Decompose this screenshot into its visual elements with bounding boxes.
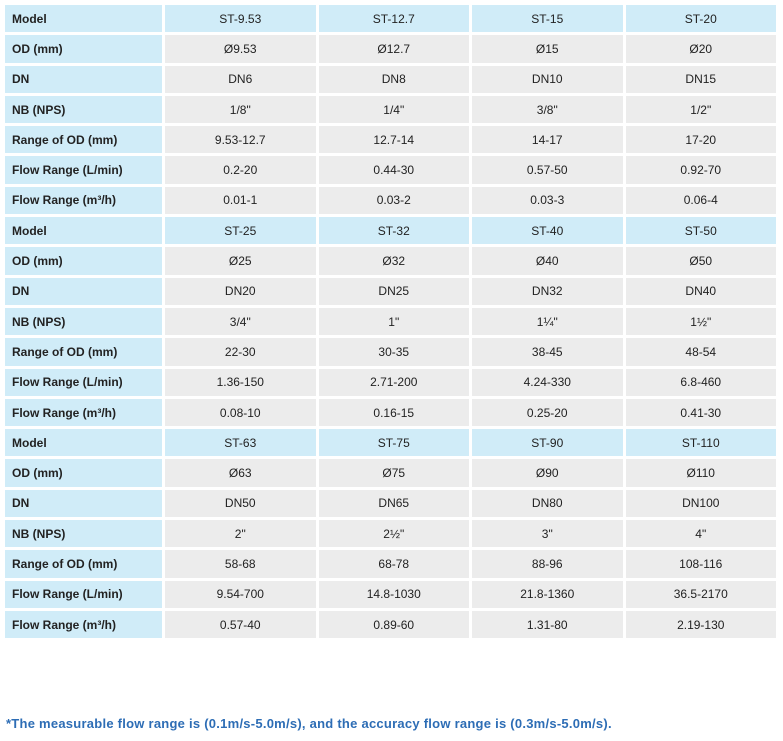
row-label: NB (NPS) bbox=[5, 96, 162, 123]
table-cell: 14.8-1030 bbox=[319, 581, 470, 608]
table-row bbox=[5, 520, 776, 547]
table-row bbox=[5, 308, 776, 335]
model-name-cell: ST-75 bbox=[319, 429, 470, 456]
table-cell: 2.71-200 bbox=[319, 369, 470, 396]
table-cell: 0.92-70 bbox=[626, 156, 777, 183]
table-cell: 2" bbox=[165, 520, 316, 547]
table-cell: DN65 bbox=[319, 490, 470, 517]
row-label: DN bbox=[5, 490, 162, 517]
table-cell: 58-68 bbox=[165, 550, 316, 577]
row-label: OD (mm) bbox=[5, 35, 162, 62]
table-cell: Ø15 bbox=[472, 35, 623, 62]
table-cell: DN100 bbox=[626, 490, 777, 517]
model-name-cell: ST-63 bbox=[165, 429, 316, 456]
row-label: Model bbox=[5, 429, 162, 456]
table-cell: DN15 bbox=[626, 66, 777, 93]
model-name-cell: ST-25 bbox=[165, 217, 316, 244]
table-cell: Ø110 bbox=[626, 459, 777, 486]
table-row bbox=[5, 369, 776, 396]
spec-table bbox=[2, 2, 779, 641]
table-cell: 88-96 bbox=[472, 550, 623, 577]
table-cell: DN40 bbox=[626, 278, 777, 305]
table-row bbox=[5, 187, 776, 214]
table-cell: 22-30 bbox=[165, 338, 316, 365]
table-cell: 6.8-460 bbox=[626, 369, 777, 396]
table-row bbox=[5, 490, 776, 517]
table-cell: Ø75 bbox=[319, 459, 470, 486]
table-row bbox=[5, 459, 776, 486]
row-label: DN bbox=[5, 278, 162, 305]
model-name-cell: ST-50 bbox=[626, 217, 777, 244]
model-name-cell: ST-40 bbox=[472, 217, 623, 244]
row-label: Range of OD (mm) bbox=[5, 126, 162, 153]
row-label: Flow Range (L/min) bbox=[5, 369, 162, 396]
row-label: Range of OD (mm) bbox=[5, 550, 162, 577]
table-cell: DN8 bbox=[319, 66, 470, 93]
row-label: NB (NPS) bbox=[5, 308, 162, 335]
table-row bbox=[5, 611, 776, 638]
model-header-row bbox=[5, 217, 776, 244]
table-cell: 0.03-3 bbox=[472, 187, 623, 214]
table-cell: 0.44-30 bbox=[319, 156, 470, 183]
model-name-cell: ST-15 bbox=[472, 5, 623, 32]
row-label: NB (NPS) bbox=[5, 520, 162, 547]
table-cell: 9.54-700 bbox=[165, 581, 316, 608]
row-label: DN bbox=[5, 66, 162, 93]
row-label: Model bbox=[5, 217, 162, 244]
table-cell: 0.2-20 bbox=[165, 156, 316, 183]
model-header-row bbox=[5, 429, 776, 456]
table-cell: 17-20 bbox=[626, 126, 777, 153]
table-cell: 1.31-80 bbox=[472, 611, 623, 638]
table-row bbox=[5, 581, 776, 608]
table-row bbox=[5, 156, 776, 183]
table-cell: Ø25 bbox=[165, 247, 316, 274]
table-cell: Ø90 bbox=[472, 459, 623, 486]
table-cell: 36.5-2170 bbox=[626, 581, 777, 608]
table-cell: 0.57-50 bbox=[472, 156, 623, 183]
table-cell: 30-35 bbox=[319, 338, 470, 365]
table-row bbox=[5, 96, 776, 123]
table-cell: 0.41-30 bbox=[626, 399, 777, 426]
table-cell: 21.8-1360 bbox=[472, 581, 623, 608]
table-row bbox=[5, 278, 776, 305]
table-cell: 0.01-1 bbox=[165, 187, 316, 214]
table-cell: 2.19-130 bbox=[626, 611, 777, 638]
row-label: Flow Range (m³/h) bbox=[5, 187, 162, 214]
table-row bbox=[5, 399, 776, 426]
table-cell: 1/4" bbox=[319, 96, 470, 123]
row-label: Flow Range (m³/h) bbox=[5, 399, 162, 426]
row-label: Flow Range (m³/h) bbox=[5, 611, 162, 638]
table-cell: 9.53-12.7 bbox=[165, 126, 316, 153]
table-cell: 1¼" bbox=[472, 308, 623, 335]
table-cell: 0.89-60 bbox=[319, 611, 470, 638]
model-name-cell: ST-9.53 bbox=[165, 5, 316, 32]
table-cell: 1/2" bbox=[626, 96, 777, 123]
table-row bbox=[5, 550, 776, 577]
table-cell: 14-17 bbox=[472, 126, 623, 153]
table-cell: 1½" bbox=[626, 308, 777, 335]
table-cell: 0.08-10 bbox=[165, 399, 316, 426]
model-name-cell: ST-12.7 bbox=[319, 5, 470, 32]
row-label: Range of OD (mm) bbox=[5, 338, 162, 365]
table-cell: DN80 bbox=[472, 490, 623, 517]
table-cell: 4.24-330 bbox=[472, 369, 623, 396]
spec-table-body bbox=[5, 5, 776, 638]
table-cell: Ø50 bbox=[626, 247, 777, 274]
table-cell: 68-78 bbox=[319, 550, 470, 577]
row-label: Flow Range (L/min) bbox=[5, 581, 162, 608]
row-label: Model bbox=[5, 5, 162, 32]
model-name-cell: ST-110 bbox=[626, 429, 777, 456]
table-cell: 1" bbox=[319, 308, 470, 335]
table-cell: DN10 bbox=[472, 66, 623, 93]
table-cell: 108-116 bbox=[626, 550, 777, 577]
table-cell: DN20 bbox=[165, 278, 316, 305]
table-cell: 48-54 bbox=[626, 338, 777, 365]
row-label: OD (mm) bbox=[5, 459, 162, 486]
table-row bbox=[5, 247, 776, 274]
table-cell: 2½" bbox=[319, 520, 470, 547]
table-cell: 1/8" bbox=[165, 96, 316, 123]
model-name-cell: ST-32 bbox=[319, 217, 470, 244]
row-label: Flow Range (L/min) bbox=[5, 156, 162, 183]
table-cell: Ø40 bbox=[472, 247, 623, 274]
table-cell: DN32 bbox=[472, 278, 623, 305]
table-row bbox=[5, 126, 776, 153]
table-cell: Ø32 bbox=[319, 247, 470, 274]
row-label: OD (mm) bbox=[5, 247, 162, 274]
table-cell: Ø12.7 bbox=[319, 35, 470, 62]
table-cell: Ø9.53 bbox=[165, 35, 316, 62]
table-cell: 4" bbox=[626, 520, 777, 547]
table-row bbox=[5, 338, 776, 365]
table-cell: 3/8" bbox=[472, 96, 623, 123]
model-name-cell: ST-90 bbox=[472, 429, 623, 456]
table-cell: DN50 bbox=[165, 490, 316, 517]
footnote: *The measurable flow range is (0.1m/s-5.0m/s), and the accuracy flow range is (0.3m/s-5.0m/s). bbox=[6, 716, 612, 731]
table-cell: 12.7-14 bbox=[319, 126, 470, 153]
table-cell: 3" bbox=[472, 520, 623, 547]
table-cell: 0.57-40 bbox=[165, 611, 316, 638]
table-cell: 0.16-15 bbox=[319, 399, 470, 426]
table-row bbox=[5, 35, 776, 62]
model-name-cell: ST-20 bbox=[626, 5, 777, 32]
table-cell: 3/4" bbox=[165, 308, 316, 335]
table-cell: Ø20 bbox=[626, 35, 777, 62]
table-cell: Ø63 bbox=[165, 459, 316, 486]
table-cell: DN25 bbox=[319, 278, 470, 305]
table-cell: 38-45 bbox=[472, 338, 623, 365]
table-cell: DN6 bbox=[165, 66, 316, 93]
table-cell: 1.36-150 bbox=[165, 369, 316, 396]
table-cell: 0.06-4 bbox=[626, 187, 777, 214]
table-row bbox=[5, 66, 776, 93]
table-cell: 0.03-2 bbox=[319, 187, 470, 214]
table-cell: 0.25-20 bbox=[472, 399, 623, 426]
model-header-row bbox=[5, 5, 776, 32]
